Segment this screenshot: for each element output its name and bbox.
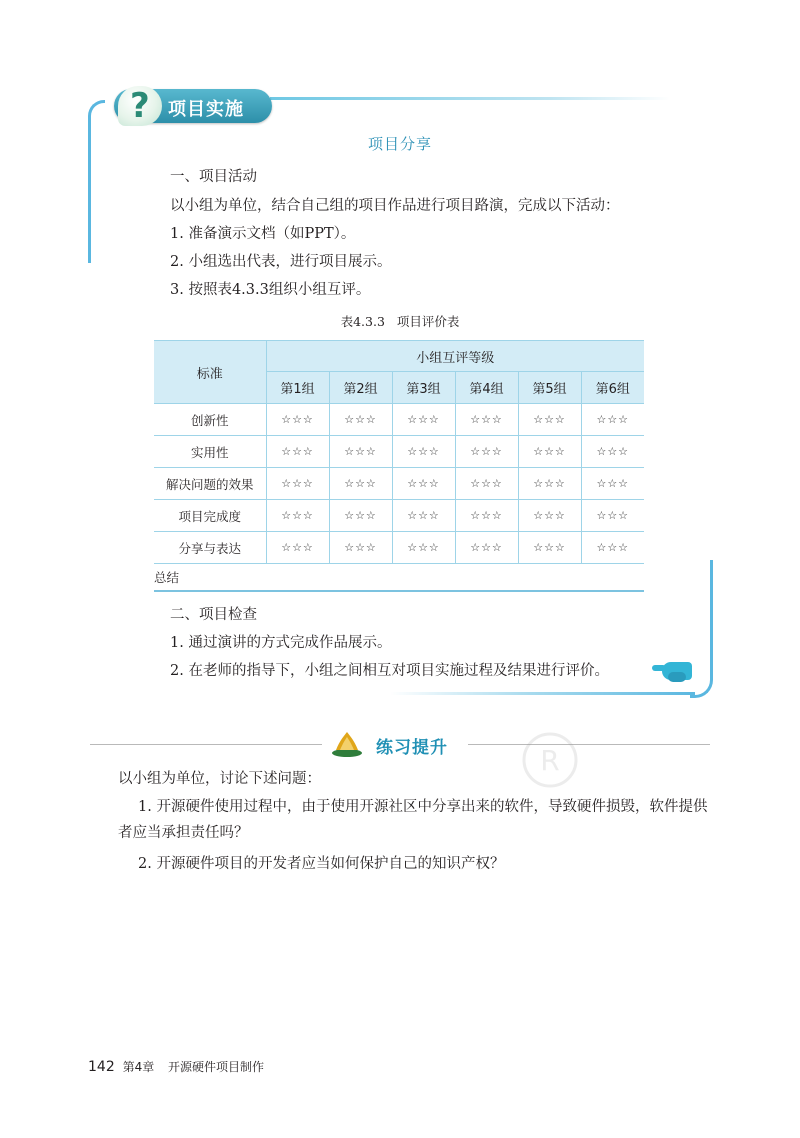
svg-text:R: R bbox=[540, 744, 560, 777]
group-header: 第1组 bbox=[266, 372, 329, 404]
check-item: 1. 通过演讲的方式完成作品展示。 bbox=[170, 635, 392, 651]
rating-cell: ☆☆☆ bbox=[581, 468, 644, 500]
criterion-cell: 创新性 bbox=[154, 404, 266, 436]
criterion-cell: 分享与表达 bbox=[154, 532, 266, 564]
question-mark-icon: ? bbox=[118, 86, 162, 126]
rating-cell: ☆☆☆ bbox=[581, 500, 644, 532]
criterion-cell: 实用性 bbox=[154, 436, 266, 468]
check-item: 2. 在老师的指导下，小组之间相互对项目实施过程及结果进行评价。 bbox=[170, 663, 609, 679]
rating-cell: ☆☆☆ bbox=[392, 404, 455, 436]
rating-cell: ☆☆☆ bbox=[392, 532, 455, 564]
rating-cell: ☆☆☆ bbox=[581, 404, 644, 436]
rating-cell: ☆☆☆ bbox=[518, 436, 581, 468]
section-badge-label: 项目实施 bbox=[168, 99, 244, 120]
page-footer bbox=[88, 1058, 264, 1075]
rating-cell: ☆☆☆ bbox=[455, 532, 518, 564]
activity-step: 1. 准备演示文档（如PPT）。 bbox=[170, 226, 356, 242]
evaluation-table bbox=[154, 340, 644, 592]
practice-question: 1. 开源硬件使用过程中，由于使用开源社区中分享出来的软件，导致硬件损毁，软件提供者应当承担责任吗？ bbox=[118, 799, 708, 841]
share-title: 项目分享 bbox=[367, 135, 432, 153]
table-row bbox=[154, 404, 644, 436]
rating-cell: ☆☆☆ bbox=[455, 436, 518, 468]
table-row bbox=[154, 436, 644, 468]
rating-cell: ☆☆☆ bbox=[392, 500, 455, 532]
divider-left bbox=[90, 744, 322, 745]
section-frame-right bbox=[690, 560, 713, 698]
divider-right bbox=[468, 744, 710, 745]
criterion-cell: 项目完成度 bbox=[154, 500, 266, 532]
summary-row bbox=[154, 564, 644, 592]
rating-cell: ☆☆☆ bbox=[518, 500, 581, 532]
rating-cell: ☆☆☆ bbox=[329, 404, 392, 436]
summary-label: 总结 bbox=[154, 564, 644, 592]
rating-cell: ☆☆☆ bbox=[266, 404, 329, 436]
activity-intro: 以小组为单位，结合自己组的项目作品进行项目路演，完成以下活动： bbox=[170, 198, 620, 214]
rating-cell: ☆☆☆ bbox=[581, 436, 644, 468]
rating-cell: ☆☆☆ bbox=[581, 532, 644, 564]
rating-cell: ☆☆☆ bbox=[266, 436, 329, 468]
activity-step: 2. 小组选出代表，进行项目展示。 bbox=[170, 254, 392, 270]
page-number: 142 bbox=[88, 1059, 115, 1075]
rating-cell: ☆☆☆ bbox=[392, 436, 455, 468]
rating-cell: ☆☆☆ bbox=[329, 532, 392, 564]
pointing-hand-icon bbox=[662, 662, 692, 680]
table-caption: 表4.3.3 项目评价表 bbox=[340, 314, 460, 329]
check-heading: 二、项目检查 bbox=[170, 607, 257, 623]
rating-cell: ☆☆☆ bbox=[329, 500, 392, 532]
table-row bbox=[154, 468, 644, 500]
rating-cell: ☆☆☆ bbox=[455, 468, 518, 500]
practice-icon bbox=[330, 730, 364, 758]
registered-watermark-icon bbox=[520, 730, 580, 790]
rating-cell: ☆☆☆ bbox=[266, 468, 329, 500]
chapter-title: 开源硬件项目制作 bbox=[168, 1060, 265, 1074]
section-frame-bottom bbox=[390, 692, 695, 695]
section-frame-left bbox=[88, 100, 105, 263]
rating-cell: ☆☆☆ bbox=[518, 532, 581, 564]
group-header: 第6组 bbox=[581, 372, 644, 404]
section-frame-top bbox=[270, 97, 670, 100]
activity-step: 3. 按照表4.3.3组织小组互评。 bbox=[170, 282, 371, 298]
rating-cell: ☆☆☆ bbox=[329, 468, 392, 500]
practice-question: 2. 开源硬件项目的开发者应当如何保护自己的知识产权？ bbox=[138, 856, 505, 872]
rating-cell: ☆☆☆ bbox=[518, 404, 581, 436]
rating-cell: ☆☆☆ bbox=[455, 500, 518, 532]
group-header: 第3组 bbox=[392, 372, 455, 404]
table-row bbox=[154, 500, 644, 532]
rating-cell: ☆☆☆ bbox=[518, 468, 581, 500]
activity-heading: 一、项目活动 bbox=[170, 169, 257, 185]
group-header: 第5组 bbox=[518, 372, 581, 404]
group-header: 第4组 bbox=[455, 372, 518, 404]
rating-cell: ☆☆☆ bbox=[455, 404, 518, 436]
table-row bbox=[154, 532, 644, 564]
rating-cell: ☆☆☆ bbox=[329, 436, 392, 468]
criteria-header: 标准 bbox=[154, 341, 266, 404]
group-rating-header: 小组互评等级 bbox=[266, 341, 644, 372]
rating-cell: ☆☆☆ bbox=[392, 468, 455, 500]
group-header: 第2组 bbox=[329, 372, 392, 404]
practice-title: 练习提升 bbox=[376, 738, 448, 758]
criterion-cell: 解决问题的效果 bbox=[154, 468, 266, 500]
chapter-number: 第4章 bbox=[122, 1060, 155, 1074]
practice-intro: 以小组为单位，讨论下述问题： bbox=[118, 771, 321, 787]
rating-cell: ☆☆☆ bbox=[266, 500, 329, 532]
rating-cell: ☆☆☆ bbox=[266, 532, 329, 564]
